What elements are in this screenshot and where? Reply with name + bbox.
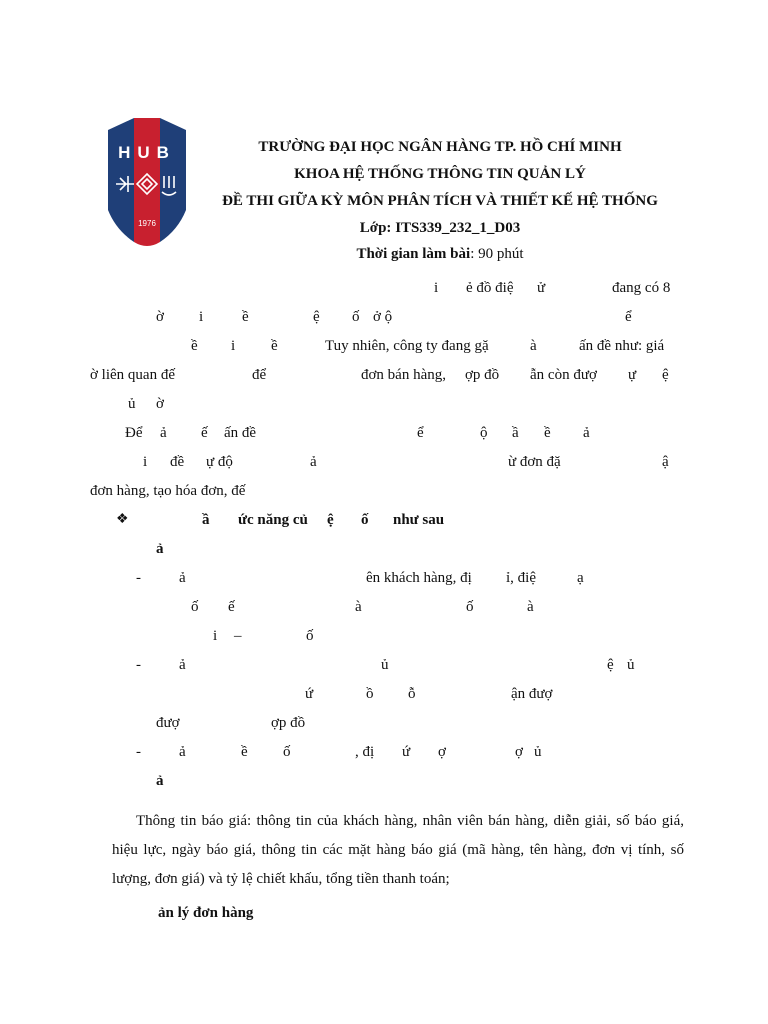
text-fragment: ên khách hàng, đị: [366, 570, 472, 586]
text-fragment: ấn đề: [224, 425, 257, 441]
text-fragment: ứ: [305, 686, 314, 702]
university-logo: [106, 118, 188, 248]
text-fragment: ẫn còn đượ: [530, 367, 597, 383]
text-fragment: ợp đồ: [271, 715, 306, 731]
text-fragment: ạ: [577, 570, 584, 586]
text-fragment: à: [527, 599, 534, 615]
text-fragment: à: [355, 599, 362, 615]
text-fragment: đang có 8: [612, 280, 671, 296]
list-dash: -: [136, 657, 141, 673]
text-fragment: Để: [125, 425, 143, 441]
text-fragment: ả: [179, 570, 186, 586]
text-fragment: ế: [201, 425, 208, 441]
text-fragment: i: [199, 309, 204, 325]
text-fragment: ủ: [534, 744, 542, 760]
time-value: : 90 phút: [470, 246, 524, 262]
text-fragment: đề: [170, 454, 185, 470]
time-label: Thời gian làm bài: [356, 246, 471, 262]
text-fragment: Tuy nhiên, công ty đang gặ: [325, 338, 489, 354]
text-fragment: ợp đồ: [465, 367, 500, 383]
text-fragment: ố: [352, 309, 360, 325]
text-fragment: ả: [160, 425, 167, 441]
text-fragment: ề: [242, 309, 249, 325]
text-fragment: ả: [156, 541, 164, 557]
text-fragment: ả: [310, 454, 317, 470]
text-fragment: ệ: [313, 309, 320, 325]
exam-title: ĐỀ THI GIỮA KỲ MÔN PHÂN TÍCH VÀ THIẾT KẾ HỆ THỐNG: [222, 193, 658, 209]
text-fragment: ề: [241, 744, 248, 760]
text-fragment: ầ: [512, 425, 519, 441]
text-fragment: ố: [466, 599, 474, 615]
text-fragment: ố: [191, 599, 199, 615]
text-fragment: ẻ đồ điệ: [466, 280, 514, 296]
quote-info-paragraph: Thông tin báo giá: thông tin của khách hàng, nhân viên bán hàng, diễn giải, số báo giá, hiệu lực, ngày báo giá, thông tin các mặt hàng báo giá (mã hàng, tên hàng, đơn vị tính, số lượng, đơn giá) và tỷ lệ chiết khấu, tổng tiền thanh toán;: [112, 813, 684, 887]
text-fragment: ố: [361, 512, 369, 528]
text-fragment: ờ: [156, 309, 164, 325]
text-fragment: ả: [179, 657, 186, 673]
class-value: ITS339_232_1_D03: [395, 220, 521, 236]
section-title: ản lý đơn hàng: [158, 905, 254, 921]
text-fragment: ể: [625, 309, 632, 325]
text-fragment: ủ: [381, 657, 389, 673]
university-name: TRƯỜNG ĐẠI HỌC NGÂN HÀNG TP. HỒ CHÍ MINH: [258, 139, 622, 155]
class-line: [200, 219, 680, 237]
text-fragment: ỗ: [408, 686, 416, 702]
text-fragment: ứ: [402, 744, 411, 760]
text-fragment: ận đượ: [511, 686, 553, 702]
text-fragment: ệ: [607, 657, 614, 673]
text-fragment: ệ: [662, 367, 669, 383]
text-fragment: để: [252, 367, 267, 383]
text-fragment: ộ: [480, 425, 488, 441]
class-label: Lớp:: [359, 220, 396, 236]
text-fragment: ự độ: [206, 454, 233, 470]
text-fragment: ờ liên quan đế: [90, 367, 175, 383]
text-fragment: ợ: [515, 744, 523, 760]
list-dash: -: [136, 744, 141, 760]
text-fragment: ề: [271, 338, 278, 354]
text-fragment: ỉ, điệ: [506, 570, 536, 586]
text-fragment: ủ: [627, 657, 635, 673]
text-fragment: i: [434, 280, 439, 296]
text-fragment: ố: [283, 744, 291, 760]
list-dash: -: [136, 570, 141, 586]
logo-letters: HUB: [118, 143, 176, 162]
text-fragment: ợ: [438, 744, 446, 760]
text-fragment: ầ: [202, 512, 210, 528]
text-fragment: ế: [228, 599, 235, 615]
text-fragment: ả: [583, 425, 590, 441]
text-fragment: à: [530, 338, 537, 354]
text-fragment: –: [234, 628, 242, 644]
text-fragment: ở ộ: [373, 309, 393, 325]
diamond-bullet-icon: ❖: [116, 512, 129, 527]
faculty-name: KHOA HỆ THỐNG THÔNG TIN QUẢN LÝ: [294, 166, 586, 182]
text-fragment: như sau: [393, 512, 445, 528]
text-fragment: i: [213, 628, 218, 644]
text-fragment: ề: [544, 425, 551, 441]
text-fragment: ử: [537, 280, 546, 296]
text-fragment: ủ: [128, 396, 136, 412]
text-fragment: ả: [156, 773, 164, 789]
text-fragment: đơn bán hàng,: [361, 367, 446, 383]
text-fragment: ồ: [366, 686, 374, 702]
text-fragment: ề: [191, 338, 198, 354]
text-fragment: ừ đơn đặ: [508, 454, 561, 470]
text-fragment: , đị: [355, 744, 375, 760]
text-fragment: ả: [179, 744, 186, 760]
text-fragment: đượ: [156, 715, 180, 731]
text-fragment: ấn đề như: giá: [579, 338, 665, 354]
text-fragment: ức năng củ: [238, 512, 308, 528]
text-fragment: i: [143, 454, 148, 470]
text-fragment: ố: [306, 628, 314, 644]
time-line: [200, 245, 680, 263]
text-fragment: ờ: [156, 396, 164, 412]
text-fragment: ậ: [662, 454, 669, 470]
text-fragment: i: [231, 338, 236, 354]
text-fragment: ệ: [327, 512, 334, 528]
text-fragment: ể: [417, 425, 424, 441]
logo-year: 1976: [138, 219, 156, 228]
text-fragment: ự: [628, 367, 637, 383]
text-fragment: đơn hàng, tạo hóa đơn, đế: [90, 483, 246, 499]
